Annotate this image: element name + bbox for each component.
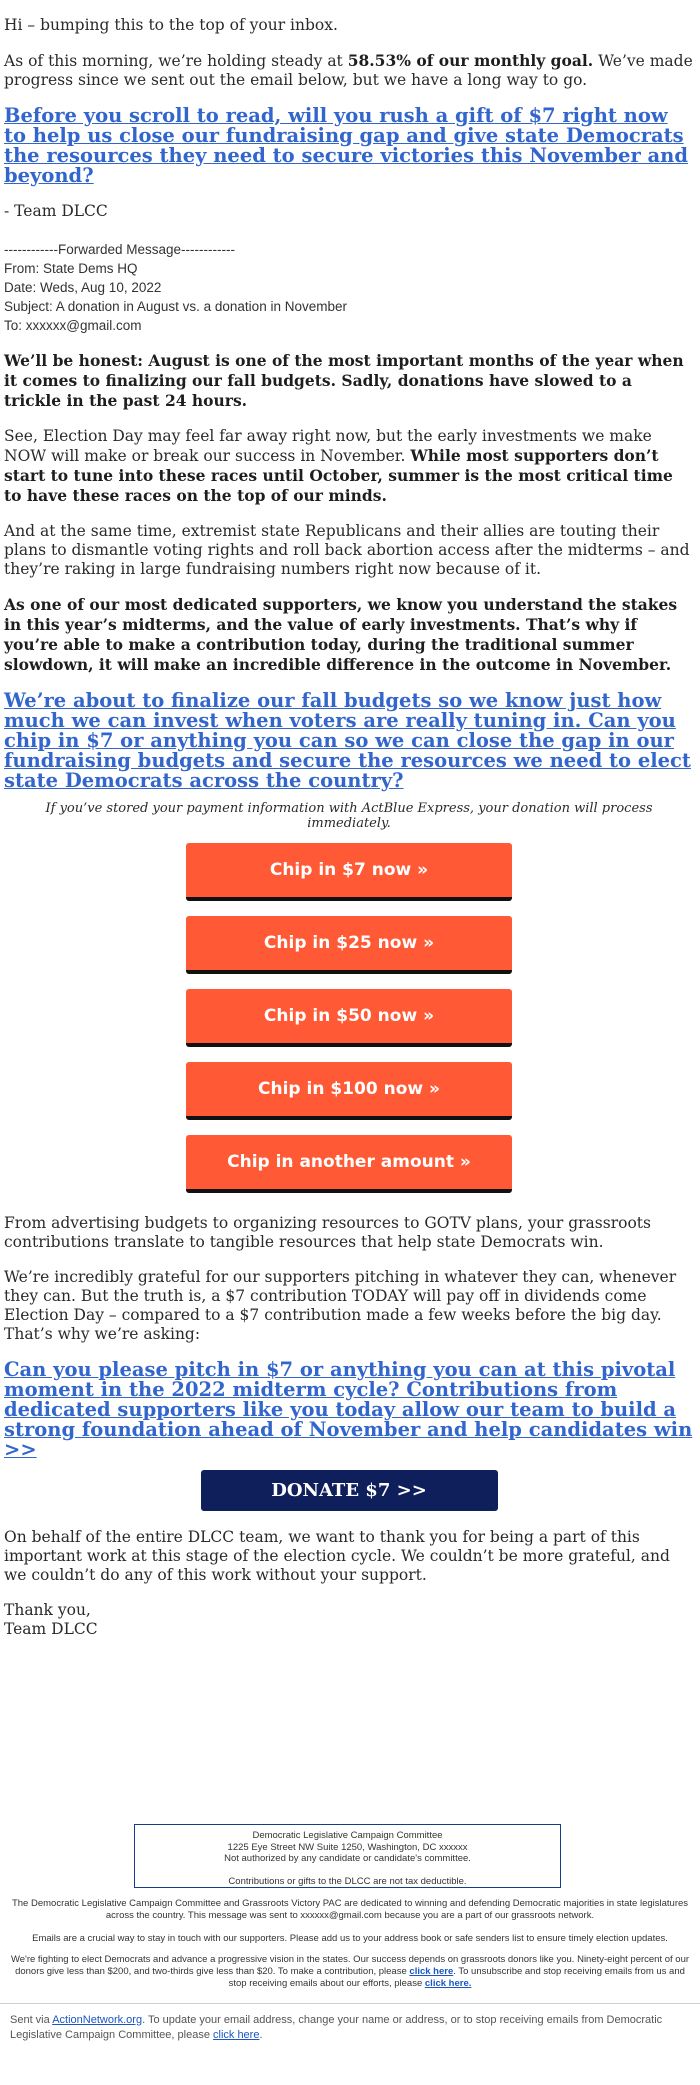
action-network-link[interactable]: ActionNetwork.org: [52, 2014, 143, 2026]
footer-not-authorized: Not authorized by any candidate or candidate's committee.: [224, 1853, 471, 1864]
update-preferences-link[interactable]: click here: [213, 2029, 260, 2041]
forwarded-header: [4, 240, 694, 335]
paragraph-thanks: On behalf of the entire DLCC team, we want to thank you for being a part of this important work at this stage of the election cycle. We couldn’t be more grateful, and we couldn’t do any of this work without your support.: [4, 1528, 670, 1584]
footer-dedication: The Democratic Legislative Campaign Committee and Grassroots Victory PAC are dedicated to winning and defending Democratic majorities in state legislatures across the country. This message was sent to xxxxxx@gmail.com because you are a part of our grassroots network.: [11, 1898, 689, 1921]
progress-text: As of this morning, we’re holding steady at 58.53% of our monthly goal. We’ve made progress since we sent out the email below, but we have a long way to go.: [4, 51, 693, 89]
forwarded-date: Date: Weds, Aug 10, 2022: [4, 280, 162, 295]
progress-goal: 58.53% of our monthly goal.: [347, 51, 594, 70]
paragraph-resources: From advertising budgets to organizing resources to GOTV plans, your grassroots contributions translate to tangible resources that help state Democrats win.: [4, 1214, 651, 1251]
chip-in-buttons: [4, 843, 694, 1208]
footer-fighting: We're fighting to elect Democrats and advance a progressive vision in the states. Our success depends on grassroots donors like you. Ninety-eight percent of our donors give less than $200, and two-thirds give less than $20. To make a contribution, please click here. To unsubscribe and stop receiving emails from us and stop receiving emails about our efforts, please click here.: [10, 1954, 690, 1989]
donate-row: [4, 1470, 694, 1511]
footer-address: 1225 Eye Street NW Suite 1250, Washington, DC xxxxxx: [227, 1841, 468, 1853]
signoff: - Team DLCC: [4, 202, 108, 220]
thank-you: Thank you,: [4, 1601, 91, 1619]
donation-ask-link[interactable]: Before you scroll to read, will you rush a gift of $7 right now to help us close our fundraising gap and give state Democrats the resources they need to secure victories this November and beyond?: [4, 104, 688, 187]
paragraph-republicans: And at the same time, extremist state Republicans and their allies are touting their plans to dismantle voting rights and roll back abortion access after the midterms – and they’re raking in large fundraising numbers right now because of it.: [4, 522, 690, 578]
forwarded-to: To: xxxxxx@gmail.com: [4, 318, 142, 333]
paragraph-election-day: See, Election Day may feel far away right now, but the early investments we make NOW will make or break our success in November. While most supporters don’t start to tune into these races until October, summer is the most critical time to have these races on the top of our minds.: [4, 427, 673, 505]
chip-in-100-button[interactable]: Chip in $100 now »: [186, 1062, 512, 1120]
footer-address-book: Emails are a crucial way to stay in touch with our supporters. Please add us to your address book or safe senders list to ensure timely election updates.: [32, 1933, 668, 1944]
footer-tax: Contributions or gifts to the DLCC are not tax deductible.: [228, 1875, 467, 1887]
forwarded-separator: ------------Forwarded Message------------: [4, 242, 235, 257]
paragraph-august: We’ll be honest: August is one of the most important months of the year when it comes to finalizing our fall budgets. Sadly, donations have slowed to a trickle in the past 24 hours.: [4, 351, 684, 410]
paragraph-grateful: We’re incredibly grateful for our supporters pitching in whatever they can, whenever they can. But the truth is, a $7 contribution TODAY will pay off in dividends come Election Day – compared to a $7 contribution made a few weeks before the big day. That’s why we’re asking:: [4, 1268, 677, 1343]
paragraph-supporters: As one of our most dedicated supporters, we know you understand the stakes in this year’s midterms, and the value of early investments. That’s why if you’re able to make a contribution today, during the traditional summer slowdown, it will make an incredible difference in the outcome in November.: [4, 595, 678, 674]
budget-ask-link[interactable]: We’re about to finalize our fall budgets so we know just how much we can invest when voters are really tuning in. Can you chip in $7 or anything you can so we can close the gap in our fundraising budgets and secure the resources we need to elect state Democrats across the country?: [4, 689, 691, 792]
chip-in-25-button[interactable]: Chip in $25 now »: [186, 916, 512, 974]
footer-org: Democratic Legislative Campaign Committee: [252, 1830, 443, 1841]
team-signature: Team DLCC: [4, 1620, 98, 1638]
disclaimer-box: [134, 1824, 561, 1888]
greeting: Hi – bumping this to the top of your inbox.: [4, 16, 338, 34]
forwarded-from: From: State Dems HQ: [4, 261, 138, 276]
actblue-note: If you’ve stored your payment information with ActBlue Express, your donation will process immediately.: [45, 801, 653, 831]
footer-divider: [0, 2003, 700, 2004]
chip-in-other-button[interactable]: Chip in another amount »: [186, 1135, 512, 1193]
donate-7-button[interactable]: DONATE $7 >>: [201, 1470, 498, 1511]
chip-in-7-button[interactable]: Chip in $7 now »: [186, 843, 512, 901]
unsubscribe-link[interactable]: click here.: [424, 1978, 472, 1989]
forwarded-subject: Subject: A donation in August vs. a donation in November: [4, 299, 347, 314]
contribute-link[interactable]: click here: [409, 1966, 454, 1977]
sent-via: Sent via ActionNetwork.org. To update your email address, change your name or address, or to stop receiving emails from Democratic Legislative Campaign Committee, please click here.: [10, 2014, 663, 2041]
pitch-in-link[interactable]: Can you please pitch in $7 or anything you can at this pivotal moment in the 2022 midterm cycle? Contributions from dedicated supporters like you today allow our team to build a strong foundation ahead of November and help candidates win >>: [4, 1358, 693, 1461]
chip-in-50-button[interactable]: Chip in $50 now »: [186, 989, 512, 1047]
